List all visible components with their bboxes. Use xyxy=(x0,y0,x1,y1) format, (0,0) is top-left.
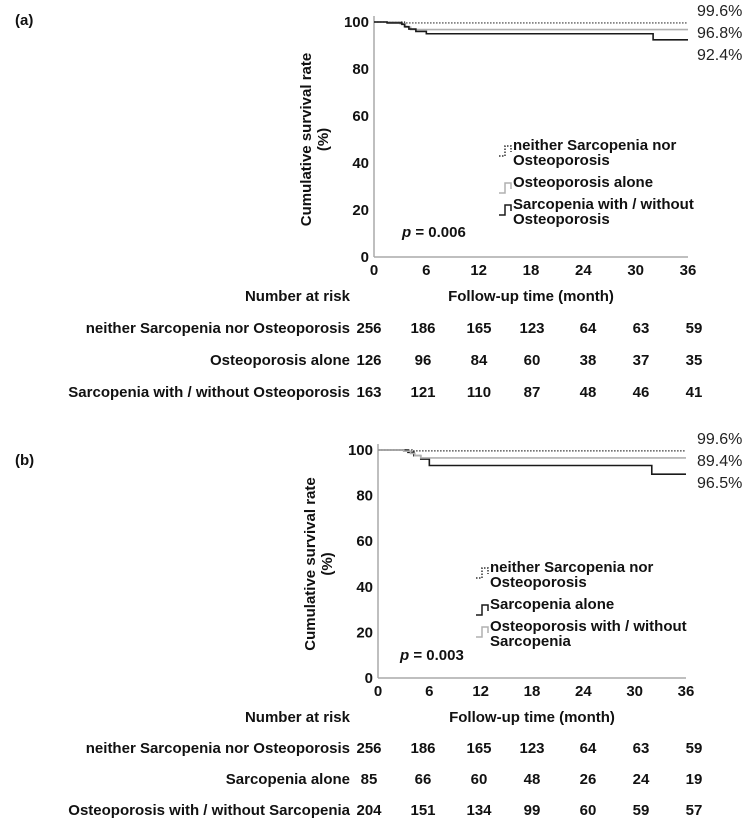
risk-count: 64 xyxy=(579,740,597,757)
x-tick-label: 0 xyxy=(373,683,383,700)
risk-count: 99 xyxy=(523,802,541,819)
x-tick-label: 18 xyxy=(523,683,541,700)
legend-line-icon xyxy=(499,146,511,156)
x-tick-label: 12 xyxy=(470,262,488,279)
panel-label: (b) xyxy=(15,452,35,469)
risk-count: 66 xyxy=(414,771,432,788)
y-tick-label: 100 xyxy=(343,14,369,31)
risk-count: 60 xyxy=(579,802,597,819)
risk-count: 134 xyxy=(466,802,492,819)
end-value-label: 99.6% xyxy=(697,3,743,20)
risk-count: 19 xyxy=(685,771,703,788)
legend-label: neither Sarcopenia nor xyxy=(513,137,677,154)
risk-count: 60 xyxy=(523,352,541,369)
legend-line-icon xyxy=(476,627,488,637)
y-axis-label-unit: (%) xyxy=(315,127,332,152)
risk-count: 35 xyxy=(685,352,703,369)
end-value-label: 92.4% xyxy=(697,47,743,64)
risk-count: 63 xyxy=(632,740,650,757)
risk-row-label: Sarcopenia alone xyxy=(225,771,350,788)
risk-count: 48 xyxy=(579,384,597,401)
survival-curve-2 xyxy=(378,450,686,458)
risk-count: 57 xyxy=(685,802,703,819)
legend-line-icon xyxy=(499,183,511,193)
risk-table-header: Number at risk xyxy=(244,288,350,305)
risk-count: 41 xyxy=(685,384,703,401)
legend-label: Sarcopenia xyxy=(490,633,571,650)
y-tick-label: 80 xyxy=(356,487,373,505)
risk-row-label: Osteoporosis with / without Sarcopenia xyxy=(68,802,350,819)
end-value-label: 89.4% xyxy=(697,453,743,470)
x-tick-label: 6 xyxy=(422,262,431,279)
risk-count: 126 xyxy=(356,352,382,369)
legend-line-icon xyxy=(476,568,488,578)
risk-table-header: Number at risk xyxy=(244,709,350,726)
x-axis-label: Follow-up time (month) xyxy=(448,288,614,305)
risk-count: 63 xyxy=(632,320,650,337)
legend-label: Sarcopenia alone xyxy=(490,596,615,613)
risk-count: 26 xyxy=(579,771,597,788)
risk-count: 256 xyxy=(356,320,382,337)
end-value-label: 99.6% xyxy=(697,431,743,448)
p-value xyxy=(399,647,464,664)
x-tick-label: 6 xyxy=(425,683,434,700)
x-tick-label: 30 xyxy=(627,262,645,279)
risk-count: 165 xyxy=(466,740,492,757)
y-tick-label: 60 xyxy=(352,108,369,125)
risk-count: 24 xyxy=(632,771,650,788)
y-tick-label: 100 xyxy=(347,442,373,459)
risk-count: 256 xyxy=(356,740,382,757)
p-symbol: p xyxy=(400,647,410,664)
x-axis-label: Follow-up time (month) xyxy=(449,709,615,726)
y-tick-label: 80 xyxy=(352,61,369,78)
end-value-label: 96.5% xyxy=(697,475,743,492)
x-tick-label: 36 xyxy=(679,262,697,279)
legend-label: neither Sarcopenia nor xyxy=(490,559,654,576)
legend-label: Osteoporosis xyxy=(513,211,610,228)
risk-count: 186 xyxy=(410,320,436,337)
legend-label: Osteoporosis with / without xyxy=(490,618,687,635)
x-tick-label: 36 xyxy=(677,683,695,700)
risk-count: 204 xyxy=(356,802,382,819)
p-value-text: = 0.006 xyxy=(411,224,466,241)
x-tick-label: 12 xyxy=(472,683,490,700)
x-tick-label: 0 xyxy=(369,262,379,279)
x-tick-label: 18 xyxy=(522,262,540,279)
legend-label: Osteoporosis xyxy=(490,574,587,591)
y-tick-label: 0 xyxy=(364,670,373,687)
panel-label: (a) xyxy=(15,12,34,29)
y-axis-label: Cumulative survival rate xyxy=(302,477,319,651)
risk-count: 87 xyxy=(523,384,541,401)
risk-count: 96 xyxy=(414,352,432,369)
risk-count: 64 xyxy=(579,320,597,337)
legend-label: Sarcopenia with / without xyxy=(513,196,694,213)
y-axis-label: Cumulative survival rate xyxy=(298,52,315,227)
risk-count: 48 xyxy=(523,771,541,788)
y-tick-label: 60 xyxy=(356,533,373,551)
y-tick-label: 20 xyxy=(352,202,369,219)
legend-label: Osteoporosis alone xyxy=(513,174,654,191)
y-tick-label: 40 xyxy=(356,578,373,596)
survival-curve-0 xyxy=(374,22,688,23)
risk-count: 186 xyxy=(410,740,436,757)
risk-count: 163 xyxy=(356,384,382,401)
risk-count: 46 xyxy=(632,384,650,401)
risk-row-label: neither Sarcopenia nor Osteoporosis xyxy=(85,740,350,757)
p-value-text: = 0.003 xyxy=(409,647,464,664)
risk-count: 110 xyxy=(466,384,492,401)
y-axis-label-unit: (%) xyxy=(319,552,336,576)
risk-count: 38 xyxy=(579,352,597,369)
y-tick-label: 20 xyxy=(356,624,373,642)
p-symbol: p xyxy=(402,224,412,241)
risk-row-label: Sarcopenia with / without Osteoporosis xyxy=(68,384,350,401)
risk-count: 165 xyxy=(466,320,492,337)
end-value-label: 96.8% xyxy=(697,25,743,42)
risk-count: 60 xyxy=(470,771,488,788)
legend-label: Osteoporosis xyxy=(513,152,610,169)
risk-count: 151 xyxy=(410,802,436,819)
risk-count: 121 xyxy=(410,384,436,401)
x-tick-label: 30 xyxy=(626,683,644,700)
survival-curve-0 xyxy=(378,450,686,451)
risk-count: 37 xyxy=(632,352,650,369)
risk-row-label: Osteoporosis alone xyxy=(209,352,350,369)
risk-count: 85 xyxy=(360,771,378,788)
risk-count: 84 xyxy=(470,352,488,369)
risk-count: 123 xyxy=(519,320,545,337)
y-tick-label: 0 xyxy=(360,249,369,266)
y-tick-label: 40 xyxy=(352,155,369,172)
risk-row-label: neither Sarcopenia nor Osteoporosis xyxy=(85,320,350,337)
risk-count: 123 xyxy=(519,740,545,757)
legend-line-icon xyxy=(499,205,511,215)
survival-curve-2 xyxy=(374,22,688,40)
x-tick-label: 24 xyxy=(574,683,592,700)
risk-count: 59 xyxy=(685,740,703,757)
survival-curve-1 xyxy=(378,450,686,474)
risk-count: 59 xyxy=(685,320,703,337)
risk-count: 59 xyxy=(632,802,650,819)
legend-line-icon xyxy=(476,605,488,615)
p-value xyxy=(401,224,466,241)
x-tick-label: 24 xyxy=(574,262,592,279)
